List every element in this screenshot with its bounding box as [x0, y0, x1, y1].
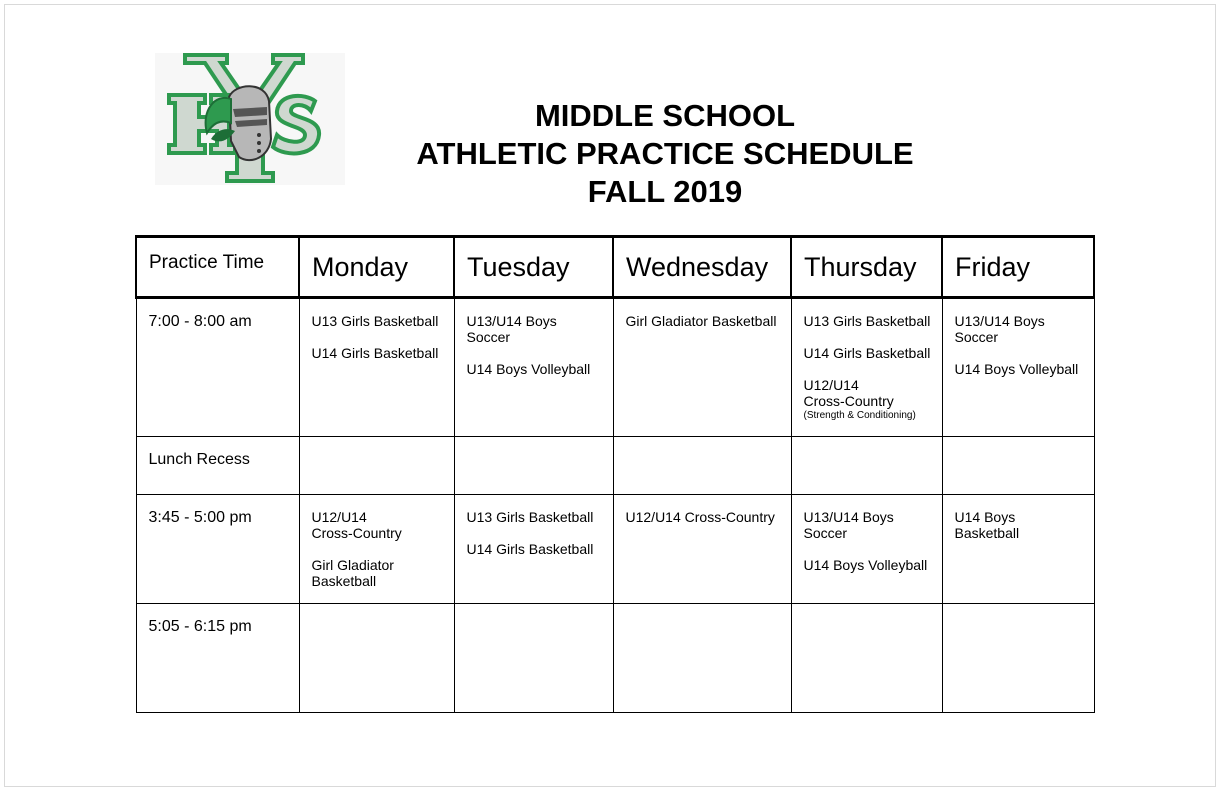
title-line-2: ATHLETIC PRACTICE SCHEDULE: [416, 136, 914, 171]
schedule-entry: U13/U14 Boys Soccer: [466, 313, 557, 345]
schedule-entry: U14 Boys Volleyball: [466, 361, 591, 377]
header-practice-time: Practice Time: [136, 237, 299, 298]
schedule-entry: U12/U14 Cross-Country: [625, 509, 775, 525]
table-row: [136, 437, 1094, 495]
schedule-entry: U12/U14 Cross-Country (Strength & Conditioning): [804, 377, 932, 422]
title-line-1: MIDDLE SCHOOL: [534, 98, 796, 133]
time-cell: Lunch Recess: [136, 437, 299, 495]
schedule-entry: U14 Girls Basketball: [466, 541, 594, 557]
schedule-cell-thursday: [791, 495, 942, 604]
schedule-cell-friday: [942, 495, 1094, 604]
schedule-cell-friday: [942, 437, 1094, 495]
schedule-entry: U14 Boys Volleyball: [803, 557, 928, 573]
schedule-entry: U14 Boys Basketball: [954, 509, 1020, 541]
schedule-cell-wednesday: [613, 495, 791, 604]
schedule-cell-wednesday: [613, 298, 791, 437]
schedule-entry: U14 Girls Basketball: [311, 345, 439, 361]
header-monday: Monday: [299, 237, 454, 298]
schedule-cell-monday: [299, 495, 454, 604]
schedule-cell-tuesday: [454, 495, 613, 604]
table-row: [136, 604, 1094, 713]
knight-helmet-icon: [155, 53, 345, 185]
header-tuesday: Tuesday: [454, 237, 613, 298]
schedule-cell-tuesday: [454, 604, 613, 713]
table-row: [136, 495, 1094, 604]
schedule-entry: U12/U14 Cross-Country: [311, 509, 402, 541]
time-cell: 3:45 - 5:00 pm: [136, 495, 299, 604]
time-cell: 5:05 - 6:15 pm: [136, 604, 299, 713]
schedule-cell-tuesday: [454, 298, 613, 437]
schedule-cell-monday: [299, 437, 454, 495]
entry-note: (Strength & Conditioning): [803, 410, 916, 421]
document-title: [355, 97, 975, 211]
schedule-cell-wednesday: [613, 604, 791, 713]
schedule-cell-thursday: [791, 437, 942, 495]
schedule-cell-thursday: [791, 298, 942, 437]
schedule-cell-thursday: [791, 604, 942, 713]
schedule-entry: U13 Girls Basketball: [466, 509, 594, 525]
schedule-entry: U13 Girls Basketball: [803, 313, 931, 329]
schedule-cell-tuesday: [454, 437, 613, 495]
schedule-cell-monday: [299, 604, 454, 713]
schedule-entry: U14 Boys Volleyball: [954, 361, 1079, 377]
practice-schedule-table: [135, 235, 1095, 713]
header-thursday: Thursday: [791, 237, 942, 298]
schedule-cell-friday: [942, 604, 1094, 713]
title-line-3: FALL 2019: [587, 174, 743, 209]
schedule-entry: U13/U14 Boys Soccer: [954, 313, 1045, 345]
table-row: [136, 298, 1094, 437]
header-wednesday: Wednesday: [613, 237, 791, 298]
schedule-cell-monday: [299, 298, 454, 437]
schedule-entry: U14 Girls Basketball: [803, 345, 931, 361]
schedule-entry: Girl Gladiator Basketball: [311, 557, 394, 589]
schedule-entry: U13/U14 Boys Soccer: [803, 509, 894, 541]
header-friday: Friday: [942, 237, 1094, 298]
school-logo: [155, 53, 345, 185]
schedule-cell-friday: [942, 298, 1094, 437]
time-cell: 7:00 - 8:00 am: [136, 298, 299, 437]
header-row: [136, 237, 1094, 298]
document-page: [4, 4, 1216, 787]
schedule-entry: Girl Gladiator Basketball: [625, 313, 777, 329]
schedule-entry: U13 Girls Basketball: [311, 313, 439, 329]
schedule-cell-wednesday: [613, 437, 791, 495]
